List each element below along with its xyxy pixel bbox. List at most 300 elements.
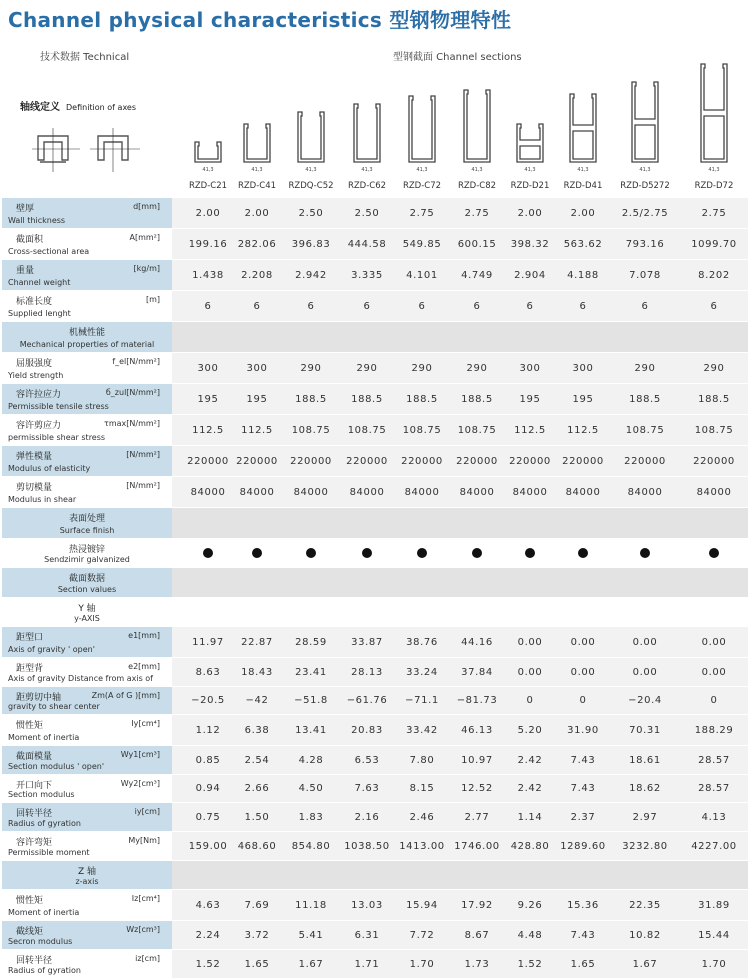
profile-name: RZD-D21 — [510, 181, 550, 191]
row-label-zh: 屈服强度 — [16, 359, 53, 369]
row-label — [2, 775, 172, 802]
row-label-en: Supplied lenght — [8, 309, 71, 318]
table-cell: 220000 — [456, 455, 498, 467]
table-cell: 4.63 — [195, 899, 221, 911]
table-cell: 22.35 — [629, 899, 661, 911]
table-cell: 6 — [473, 300, 481, 312]
row-label — [2, 832, 172, 860]
row-label-zh: 截面数据 — [68, 574, 105, 584]
row-unit: d[mm] — [133, 202, 160, 211]
table-cell: 1746.00 — [454, 840, 500, 852]
row-unit: A[mm²] — [129, 233, 160, 242]
table-cell: 23.41 — [295, 666, 327, 678]
table-cell: 0.00 — [570, 666, 596, 678]
table-row — [2, 715, 748, 745]
row-values — [172, 775, 748, 802]
axes-diagram — [28, 122, 158, 177]
row-unit: f_el[N/mm²] — [112, 357, 160, 366]
row-label — [2, 598, 172, 626]
row-label — [2, 508, 172, 538]
row-unit: iz[cm] — [135, 954, 160, 963]
row-values — [172, 291, 748, 321]
table-cell: 1.65 — [244, 958, 270, 970]
table-cell: 28.57 — [698, 783, 730, 794]
row-label-zh: 容许剪应力 — [16, 421, 62, 431]
bullet-icon — [362, 548, 372, 558]
row-label-en: z-axis — [75, 877, 99, 886]
table-cell: 15.94 — [406, 899, 438, 911]
table-cell: −20.5 — [191, 695, 225, 706]
row-unit: Zm(A of G )[mm] — [91, 691, 160, 700]
table-cell: 2.42 — [517, 783, 543, 794]
row-label-zh: 截线矩 — [16, 927, 44, 937]
galvanized-dot — [615, 539, 675, 567]
table-cell: 7.72 — [409, 929, 435, 941]
table-cell: 0.75 — [195, 811, 221, 823]
galvanized-dot — [500, 539, 560, 567]
table-cell: 188.29 — [694, 724, 734, 736]
row-unit: [m] — [145, 295, 160, 304]
table-cell: 1099.70 — [691, 238, 737, 250]
row-label-en: Moment of inertia — [8, 733, 80, 742]
bullet-icon — [709, 548, 719, 558]
row-values — [172, 198, 748, 228]
row-label-en: Cross-sectional area — [8, 247, 90, 256]
row-label — [2, 803, 172, 831]
bullet-icon — [417, 548, 427, 558]
table-cell: 220000 — [693, 455, 735, 467]
table-cell: 33.24 — [406, 666, 438, 678]
profile-name: RZD-D72 — [694, 181, 734, 191]
row-label-zh: 回转半径 — [16, 809, 53, 819]
table-cell: 7.43 — [570, 754, 596, 766]
row-label-en: Section modulus — [8, 790, 75, 799]
row-label-zh: 截面模量 — [16, 752, 53, 762]
sections-label: 型钢截面 Channel sections — [393, 52, 522, 63]
table-cell: 290 — [634, 362, 656, 374]
table-cell: −61.76 — [346, 695, 388, 706]
row-unit: Wy1[cm³] — [120, 750, 160, 759]
dimension-label: 41,3 — [471, 167, 483, 172]
row-label — [2, 746, 172, 774]
table-cell: 4227.00 — [691, 840, 737, 852]
row-label-en: gravity to shear center — [8, 702, 100, 711]
table-cell: 0 — [526, 695, 534, 706]
table-cell: 854.80 — [291, 840, 331, 852]
table-cell: 84000 — [696, 486, 732, 498]
row-label-en: Secron modulus — [8, 937, 73, 946]
table-cell: 8.15 — [409, 783, 435, 794]
table-cell: 84000 — [293, 486, 329, 498]
table-cell: 1.438 — [192, 269, 224, 281]
table-cell: 28.13 — [351, 666, 383, 678]
row-unit: My[Nm] — [128, 836, 160, 845]
table-cell: 444.58 — [347, 238, 387, 250]
table-cell: 6.53 — [354, 754, 380, 766]
row-label-zh: 重量 — [16, 266, 35, 276]
row-label-en: y-AXIS — [74, 614, 100, 623]
table-cell: 195 — [519, 393, 541, 405]
table-cell: 1.70 — [701, 958, 727, 970]
table-cell: 0.85 — [195, 754, 221, 766]
row-label — [2, 890, 172, 920]
table-cell: 112.5 — [567, 424, 599, 436]
table-cell: 1289.60 — [560, 840, 606, 852]
row-unit: [N/mm²] — [126, 450, 160, 459]
row-label-en: Surface finish — [59, 526, 115, 535]
table-cell: 12.52 — [461, 783, 493, 794]
table-cell: 108.75 — [457, 424, 497, 436]
table-cell: 290 — [300, 362, 322, 374]
table-cell: 13.03 — [351, 899, 383, 911]
row-label — [2, 229, 172, 259]
table-cell: 468.60 — [237, 840, 277, 852]
table-cell: 0.00 — [632, 636, 658, 648]
row-unit: e1[mm] — [128, 631, 160, 640]
table-cell: 1.52 — [517, 958, 543, 970]
table-cell: 188.5 — [461, 393, 493, 405]
profile-name: RZD-C62 — [347, 181, 387, 191]
table-cell: 220000 — [346, 455, 388, 467]
row-label-en: Axis of gravity Distance from axis of — [8, 674, 153, 683]
table-cell: 112.5 — [514, 424, 546, 436]
row-label-zh: 截面积 — [16, 235, 44, 245]
table-cell: 549.85 — [402, 238, 442, 250]
galvanized-dot — [281, 539, 341, 567]
table-cell: 1.67 — [632, 958, 658, 970]
row-label-en: Channel weight — [8, 278, 71, 287]
row-label — [2, 539, 172, 567]
row-values — [172, 715, 748, 745]
row-values — [172, 353, 748, 383]
table-row — [2, 260, 748, 290]
row-label-zh: 弹性模量 — [16, 452, 53, 462]
table-cell: 1.70 — [409, 958, 435, 970]
row-label-zh: 剪切模量 — [16, 483, 53, 493]
row-values — [172, 921, 748, 949]
row-unit: e2[mm] — [128, 662, 160, 671]
table-cell: 0.00 — [701, 636, 727, 648]
table-cell: 10.97 — [461, 754, 493, 766]
table-row — [2, 861, 748, 889]
profile-name: RZD-C21 — [188, 181, 228, 191]
row-label-en: Modulus in shear — [8, 495, 77, 504]
row-label-zh: 惯性矩 — [16, 896, 44, 906]
table-cell: 290 — [356, 362, 378, 374]
table-cell: 7.63 — [354, 783, 380, 794]
table-cell: 300 — [197, 362, 219, 374]
dimension-label: 41,3 — [577, 167, 589, 172]
table-cell: 2.24 — [195, 929, 221, 941]
table-cell: 84000 — [565, 486, 601, 498]
row-label — [2, 950, 172, 978]
table-cell: 2.75 — [701, 207, 727, 219]
table-cell: 9.26 — [517, 899, 543, 911]
table-cell: 108.75 — [347, 424, 387, 436]
row-values — [172, 950, 748, 978]
row-label — [2, 322, 172, 352]
table-cell: 2.904 — [514, 269, 546, 281]
table-cell: 108.75 — [291, 424, 331, 436]
table-row — [2, 384, 748, 414]
channel-section-drawing — [690, 60, 738, 172]
table-cell: 290 — [411, 362, 433, 374]
channel-section-drawing — [184, 138, 232, 172]
row-label-en: Permissible moment — [8, 848, 90, 857]
table-cell: 5.41 — [298, 929, 324, 941]
row-label — [2, 384, 172, 414]
table-cell: 188.5 — [406, 393, 438, 405]
table-cell: 10.82 — [629, 929, 661, 941]
table-cell: 108.75 — [625, 424, 665, 436]
table-cell: 793.16 — [625, 238, 665, 250]
table-row — [2, 322, 748, 352]
table-cell: 13.41 — [295, 724, 327, 736]
channel-section-drawing — [343, 100, 391, 172]
table-cell: 38.76 — [406, 636, 438, 648]
table-cell: 398.32 — [510, 238, 550, 250]
profile-name: RZD-C41 — [237, 181, 277, 191]
table-cell: 84000 — [190, 486, 226, 498]
bullet-icon — [525, 548, 535, 558]
row-label — [2, 715, 172, 745]
galvanized-dot — [553, 539, 613, 567]
table-cell: 220000 — [562, 455, 604, 467]
channel-section-drawing — [453, 86, 501, 172]
row-unit: б_zul[N/mm²] — [105, 388, 160, 397]
row-label-zh: 距型口 — [16, 633, 44, 643]
table-cell: 31.90 — [567, 724, 599, 736]
table-row — [2, 229, 748, 259]
table-cell: 112.5 — [241, 424, 273, 436]
table-cell: 2.42 — [517, 754, 543, 766]
table-cell: 28.57 — [698, 754, 730, 766]
table-cell: 2.16 — [354, 811, 380, 823]
table-cell: 8.202 — [698, 269, 730, 281]
table-cell: 7.078 — [629, 269, 661, 281]
table-cell: 195 — [197, 393, 219, 405]
table-cell: 188.5 — [629, 393, 661, 405]
row-label-zh: 惯性矩 — [16, 721, 44, 731]
row-label — [2, 568, 172, 597]
dimension-label: 41,3 — [202, 167, 214, 172]
row-label-zh: Y 轴 — [78, 604, 96, 614]
table-cell: 220000 — [290, 455, 332, 467]
table-cell: 1.52 — [195, 958, 221, 970]
table-cell: 2.50 — [354, 207, 380, 219]
table-cell: 84000 — [627, 486, 663, 498]
row-values — [172, 890, 748, 920]
table-cell: 6 — [641, 300, 649, 312]
table-row — [2, 539, 748, 567]
table-row — [2, 291, 748, 321]
table-cell: 300 — [572, 362, 594, 374]
row-label-zh: 距型背 — [16, 664, 44, 674]
profile-name: RZD-C82 — [457, 181, 497, 191]
table-cell: 1038.50 — [344, 840, 390, 852]
table-cell: 46.13 — [461, 724, 493, 736]
table-cell: 28.59 — [295, 636, 327, 648]
row-values — [172, 322, 748, 352]
table-cell: 1.12 — [195, 724, 221, 736]
row-label — [2, 687, 172, 714]
table-cell: 1.65 — [570, 958, 596, 970]
row-label-en: permissible shear stress — [8, 433, 106, 442]
dimension-label: 41,3 — [251, 167, 263, 172]
table-row — [2, 658, 748, 686]
table-cell: 3.335 — [351, 269, 383, 281]
row-label — [2, 198, 172, 228]
row-values — [172, 598, 748, 626]
row-values — [172, 415, 748, 445]
row-unit: Wz[cm³] — [126, 925, 160, 934]
dimension-label: 41,3 — [361, 167, 373, 172]
row-label — [2, 477, 172, 507]
axes-en: Definition of axes — [66, 103, 137, 112]
table-cell: 18.61 — [629, 754, 661, 766]
profile-name: RZD-D5272 — [620, 181, 670, 191]
table-cell: 6 — [363, 300, 371, 312]
table-cell: 0.00 — [701, 666, 727, 678]
table-cell: 282.06 — [237, 238, 277, 250]
axes-definition-label — [20, 98, 136, 113]
table-cell: 195 — [246, 393, 268, 405]
table-cell: 220000 — [401, 455, 443, 467]
table-cell: 2.66 — [244, 783, 270, 794]
bullet-icon — [203, 548, 213, 558]
row-label-en: Axis of gravity ' open' — [8, 645, 95, 654]
table-cell: 11.97 — [192, 636, 224, 648]
table-cell: 188.5 — [698, 393, 730, 405]
row-values — [172, 477, 748, 507]
galvanized-dot — [227, 539, 287, 567]
table-cell: 2.75 — [464, 207, 490, 219]
table-row — [2, 950, 748, 978]
row-values — [172, 384, 748, 414]
table-row — [2, 415, 748, 445]
row-label-en: Modulus of elasticity — [8, 464, 91, 473]
row-label — [2, 415, 172, 445]
row-label-zh: 表面处理 — [68, 514, 105, 524]
bullet-icon — [306, 548, 316, 558]
table-cell: 70.31 — [629, 724, 661, 736]
row-values — [172, 832, 748, 860]
profile-name: RZD-C72 — [402, 181, 442, 191]
table-cell: 220000 — [509, 455, 551, 467]
profile-name: RZDQ-C52 — [288, 181, 334, 191]
table-cell: 1.71 — [354, 958, 380, 970]
row-label-zh: 壁厚 — [16, 204, 35, 214]
table-row — [2, 803, 748, 831]
table-cell: 4.101 — [406, 269, 438, 281]
table-cell: 33.87 — [351, 636, 383, 648]
table-cell: 5.20 — [517, 724, 543, 736]
table-cell: 4.50 — [298, 783, 324, 794]
table-cell: 6 — [253, 300, 261, 312]
table-cell: 2.37 — [570, 811, 596, 823]
table-cell: 2.46 — [409, 811, 435, 823]
table-cell: 290 — [703, 362, 725, 374]
bullet-icon — [472, 548, 482, 558]
row-values — [172, 861, 748, 889]
row-values — [172, 568, 748, 597]
table-cell: 4.749 — [461, 269, 493, 281]
row-label-en: Section modulus ' open' — [8, 762, 105, 771]
table-cell: 33.42 — [406, 724, 438, 736]
table-cell: 22.87 — [241, 636, 273, 648]
table-cell: −71.1 — [405, 695, 439, 706]
row-label-en: Radius of gyration — [8, 966, 81, 975]
table-cell: 84000 — [239, 486, 275, 498]
row-values — [172, 260, 748, 290]
table-cell: 2.75 — [409, 207, 435, 219]
profile-name: RZD-D41 — [563, 181, 603, 191]
table-cell: 220000 — [187, 455, 229, 467]
row-label-en: Permissible tensile stress — [8, 402, 109, 411]
table-cell: 1.50 — [244, 811, 270, 823]
table-cell: 1413.00 — [399, 840, 445, 852]
table-cell: 220000 — [236, 455, 278, 467]
table-cell: 300 — [246, 362, 268, 374]
table-cell: 0 — [579, 695, 587, 706]
bullet-icon — [578, 548, 588, 558]
table-cell: 188.5 — [295, 393, 327, 405]
table-cell: 2.97 — [632, 811, 658, 823]
table-row — [2, 627, 748, 657]
table-cell: 0.00 — [517, 666, 543, 678]
table-cell: 3232.80 — [622, 840, 668, 852]
table-row — [2, 775, 748, 802]
table-cell: 6 — [526, 300, 534, 312]
table-cell: 7.80 — [409, 754, 435, 766]
table-cell: 290 — [466, 362, 488, 374]
dimension-label: 41,3 — [708, 167, 720, 172]
dimension-label: 41,3 — [524, 167, 536, 172]
table-cell: 2.208 — [241, 269, 273, 281]
dimension-label: 41,3 — [305, 167, 317, 172]
table-row — [2, 746, 748, 774]
table-cell: 112.5 — [192, 424, 224, 436]
channel-section-drawing — [621, 78, 669, 172]
table-cell: 6 — [579, 300, 587, 312]
row-label-en: Mechanical properties of material — [19, 340, 155, 349]
table-cell: 44.16 — [461, 636, 493, 648]
table-cell: 2.5/2.75 — [621, 207, 669, 219]
table-cell: 18.43 — [241, 666, 273, 678]
technical-label: 技术数据 Technical — [40, 52, 130, 63]
row-label — [2, 291, 172, 321]
table-cell: 4.28 — [298, 754, 324, 766]
table-cell: 20.83 — [351, 724, 383, 736]
row-values — [172, 658, 748, 686]
table-cell: 84000 — [349, 486, 385, 498]
table-cell: 159.00 — [188, 840, 228, 852]
table-cell: 6.31 — [354, 929, 380, 941]
row-label-zh: 回转半径 — [16, 956, 53, 966]
table-cell: 108.75 — [694, 424, 734, 436]
table-cell: 17.92 — [461, 899, 493, 911]
table-cell: 1.67 — [298, 958, 324, 970]
row-unit: τmax[N/mm²] — [104, 419, 160, 428]
galvanized-dot — [392, 539, 452, 567]
row-label — [2, 446, 172, 476]
table-cell: 1.14 — [517, 811, 543, 823]
table-cell: 6.38 — [244, 724, 270, 736]
row-unit: iy[cm] — [134, 807, 160, 816]
row-label-en: Radius of gyration — [8, 819, 81, 828]
row-label-zh: 开口向下 — [16, 781, 53, 791]
row-label-zh: 标准长度 — [16, 297, 53, 307]
